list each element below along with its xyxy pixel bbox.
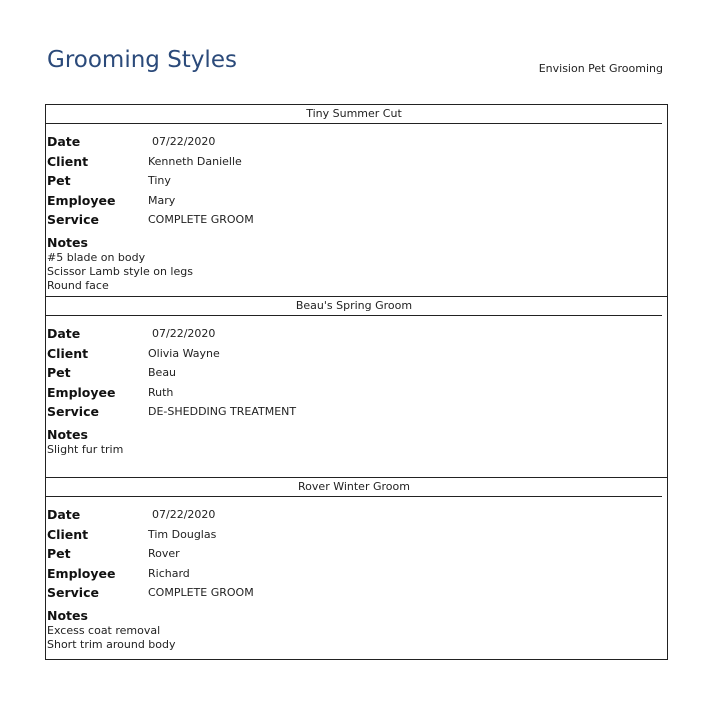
field-pet [46, 363, 667, 383]
field-label-date: Date [47, 326, 81, 342]
field-service [46, 402, 667, 422]
field-date [46, 132, 667, 152]
field-service [46, 583, 667, 603]
field-value-pet: Rover [148, 547, 180, 561]
notes-label: Notes [47, 426, 88, 442]
field-label-service: Service [47, 585, 99, 601]
notes-line: Slight fur trim [47, 442, 124, 456]
field-service [46, 210, 667, 230]
record-fields [46, 124, 667, 293]
record-title: Tiny Summer Cut [46, 105, 662, 124]
field-value-date: 07/22/2020 [152, 327, 216, 341]
field-label-date: Date [47, 134, 81, 150]
notes-label: Notes [47, 234, 88, 250]
record-fields [46, 497, 667, 652]
record-card [46, 296, 667, 477]
field-value-service: COMPLETE GROOM [148, 586, 254, 600]
field-client [46, 344, 667, 364]
field-client [46, 152, 667, 172]
field-label-pet: Pet [47, 365, 71, 381]
notes-line: Scissor Lamb style on legs [47, 264, 193, 278]
field-label-client: Client [47, 153, 89, 169]
field-label-pet: Pet [47, 173, 71, 189]
field-value-employee: Richard [148, 566, 190, 580]
record-card [46, 477, 667, 659]
field-value-client: Olivia Wayne [148, 346, 220, 360]
field-value-date: 07/22/2020 [152, 135, 216, 149]
notes-line: #5 blade on body [47, 250, 146, 264]
notes-line: Short trim around body [47, 637, 176, 651]
field-value-service: COMPLETE GROOM [148, 213, 254, 227]
field-value-client: Kenneth Danielle [148, 154, 242, 168]
field-pet [46, 171, 667, 191]
field-employee [46, 564, 667, 584]
field-pet [46, 544, 667, 564]
field-client [46, 525, 667, 545]
record-card [46, 105, 667, 296]
field-label-employee: Employee [47, 565, 116, 581]
field-value-employee: Ruth [148, 385, 174, 399]
field-label-service: Service [47, 212, 99, 228]
record-title: Beau's Spring Groom [46, 297, 662, 316]
field-value-service: DE-SHEDDING TREATMENT [148, 405, 297, 419]
record-fields [46, 316, 667, 457]
page-title: Grooming Styles [47, 47, 237, 73]
field-label-date: Date [47, 507, 81, 523]
field-value-employee: Mary [148, 193, 176, 207]
field-label-pet: Pet [47, 546, 71, 562]
notes-line: Excess coat removal [47, 623, 161, 637]
field-label-service: Service [47, 404, 99, 420]
field-employee [46, 191, 667, 211]
company-name: Envision Pet Grooming [538, 62, 663, 75]
records-container [45, 104, 668, 660]
field-value-pet: Beau [148, 366, 177, 380]
notes-line: Round face [47, 278, 109, 292]
field-date [46, 505, 667, 525]
record-title: Rover Winter Groom [46, 478, 662, 497]
field-date [46, 324, 667, 344]
field-label-employee: Employee [47, 384, 116, 400]
notes-label: Notes [47, 607, 88, 623]
field-value-date: 07/22/2020 [152, 508, 216, 522]
field-label-client: Client [47, 526, 89, 542]
field-label-employee: Employee [47, 192, 116, 208]
field-value-client: Tim Douglas [148, 527, 217, 541]
field-employee [46, 383, 667, 403]
field-value-pet: Tiny [148, 174, 171, 188]
field-label-client: Client [47, 345, 89, 361]
